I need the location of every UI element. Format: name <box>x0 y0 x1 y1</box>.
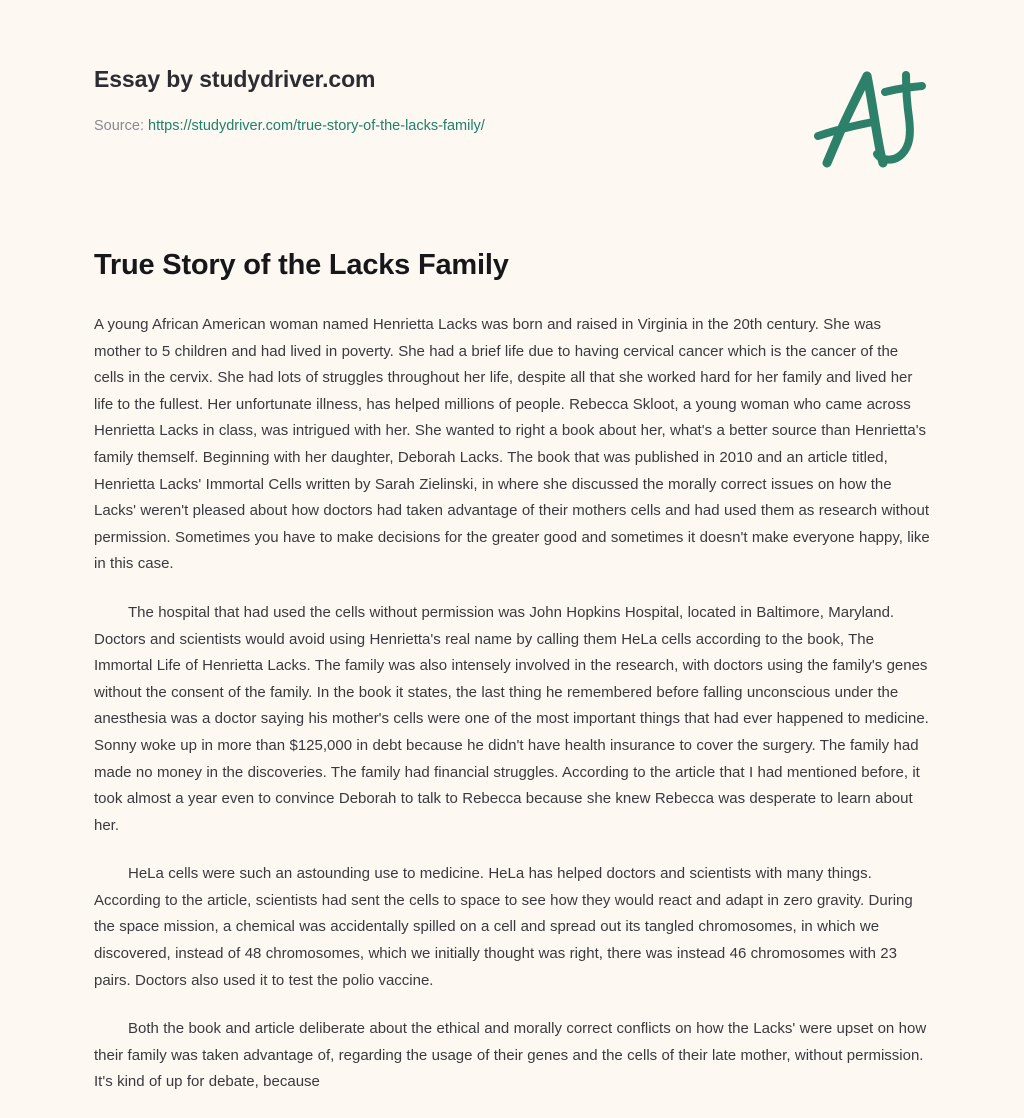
brand-heading: Essay by studydriver.com <box>94 66 376 92</box>
source-line <box>94 117 930 136</box>
page-header <box>0 0 1024 200</box>
essay-body <box>0 312 1024 1118</box>
essay-paragraph: HeLa cells were such an astounding use to medicine. HeLa has helped doctors and scientists with many things. According to the article, scientists had sent the cells to space to see how they would react and adapt in zero gravity. During the space mission, a chemical was accidentally spilled on a cell and spread out its tangled chromosomes, in which we discovered, instead of 48 chromosomes, which we initially thought was right, there was instead 46 chromosomes with 23 pairs. Doctors also used it to test the polio vaccine. <box>94 865 913 989</box>
a-plus-logo-icon <box>810 62 940 182</box>
essay-paragraph: The hospital that had used the cells without permission was John Hopkins Hospital, located in Baltimore, Maryland. Doctors and scientists would avoid using Henrietta's real name by calling them HeLa cells according to the book, The Immortal Life of Henrietta Lacks. The family was also intensely involved in the research, with doctors using the family's genes without the consent of the family. In the book it states, the last thing he remembered before falling unconscious under the anesthesia was a doctor saying his mother's cells were one of the most important things that had ever happened to medicine. Sonny woke up in more than $125,000 in debt because he didn't have health insurance to cover the surgery. The family had made no money in the discoveries. The family had financial struggles. According to the article that I had mentioned before, it took almost a year even to convince Deborah to talk to Rebecca because she knew Rebecca was desperate to learn about her. <box>94 603 929 834</box>
page-title: True Story of the Lacks Family <box>94 249 509 281</box>
source-label: Source: <box>94 117 144 134</box>
essay-paragraph: A young African American woman named Henrietta Lacks was born and raised in Virginia in the 20th century. She was mother to 5 children and had lived in poverty. She had a brief life due to having cervical cancer which is the cancer of the cells in the cervix. She had lots of struggles throughout her life, despite all that she worked hard for her family and lived her life to the fullest. Her unfortunate illness, has helped millions of people. Rebecca Skloot, a young woman who came across Henrietta Lacks in class, was intrigued with her. She wanted to right a book about her, what's a better source than Henrietta's family themself. Beginning with her daughter, Deborah Lacks. The book that was published in 2010 and an article titled, Henrietta Lacks' Immortal Cells written by Sarah Zielinski, in where she discussed the morally correct issues on how the Lacks' weren't pleased about how doctors had taken advantage of their mothers cells and had used them as research without permission. Sometimes you have to make decisions for the greater good and sometimes it doesn't make everyone happy, like in this case. <box>94 316 930 573</box>
source-url-link[interactable]: https://studydriver.com/true-story-of-the-lacks-family/ <box>148 117 485 134</box>
a-plus-logo-svg <box>810 62 940 182</box>
essay-paragraph: Both the book and article deliberate about the ethical and morally correct conflicts on how the Lacks' were upset on how their family was taken advantage of, regarding the usage of their genes and the cells of their late mother, without permission. It's kind of up for debate, because <box>94 1020 927 1091</box>
